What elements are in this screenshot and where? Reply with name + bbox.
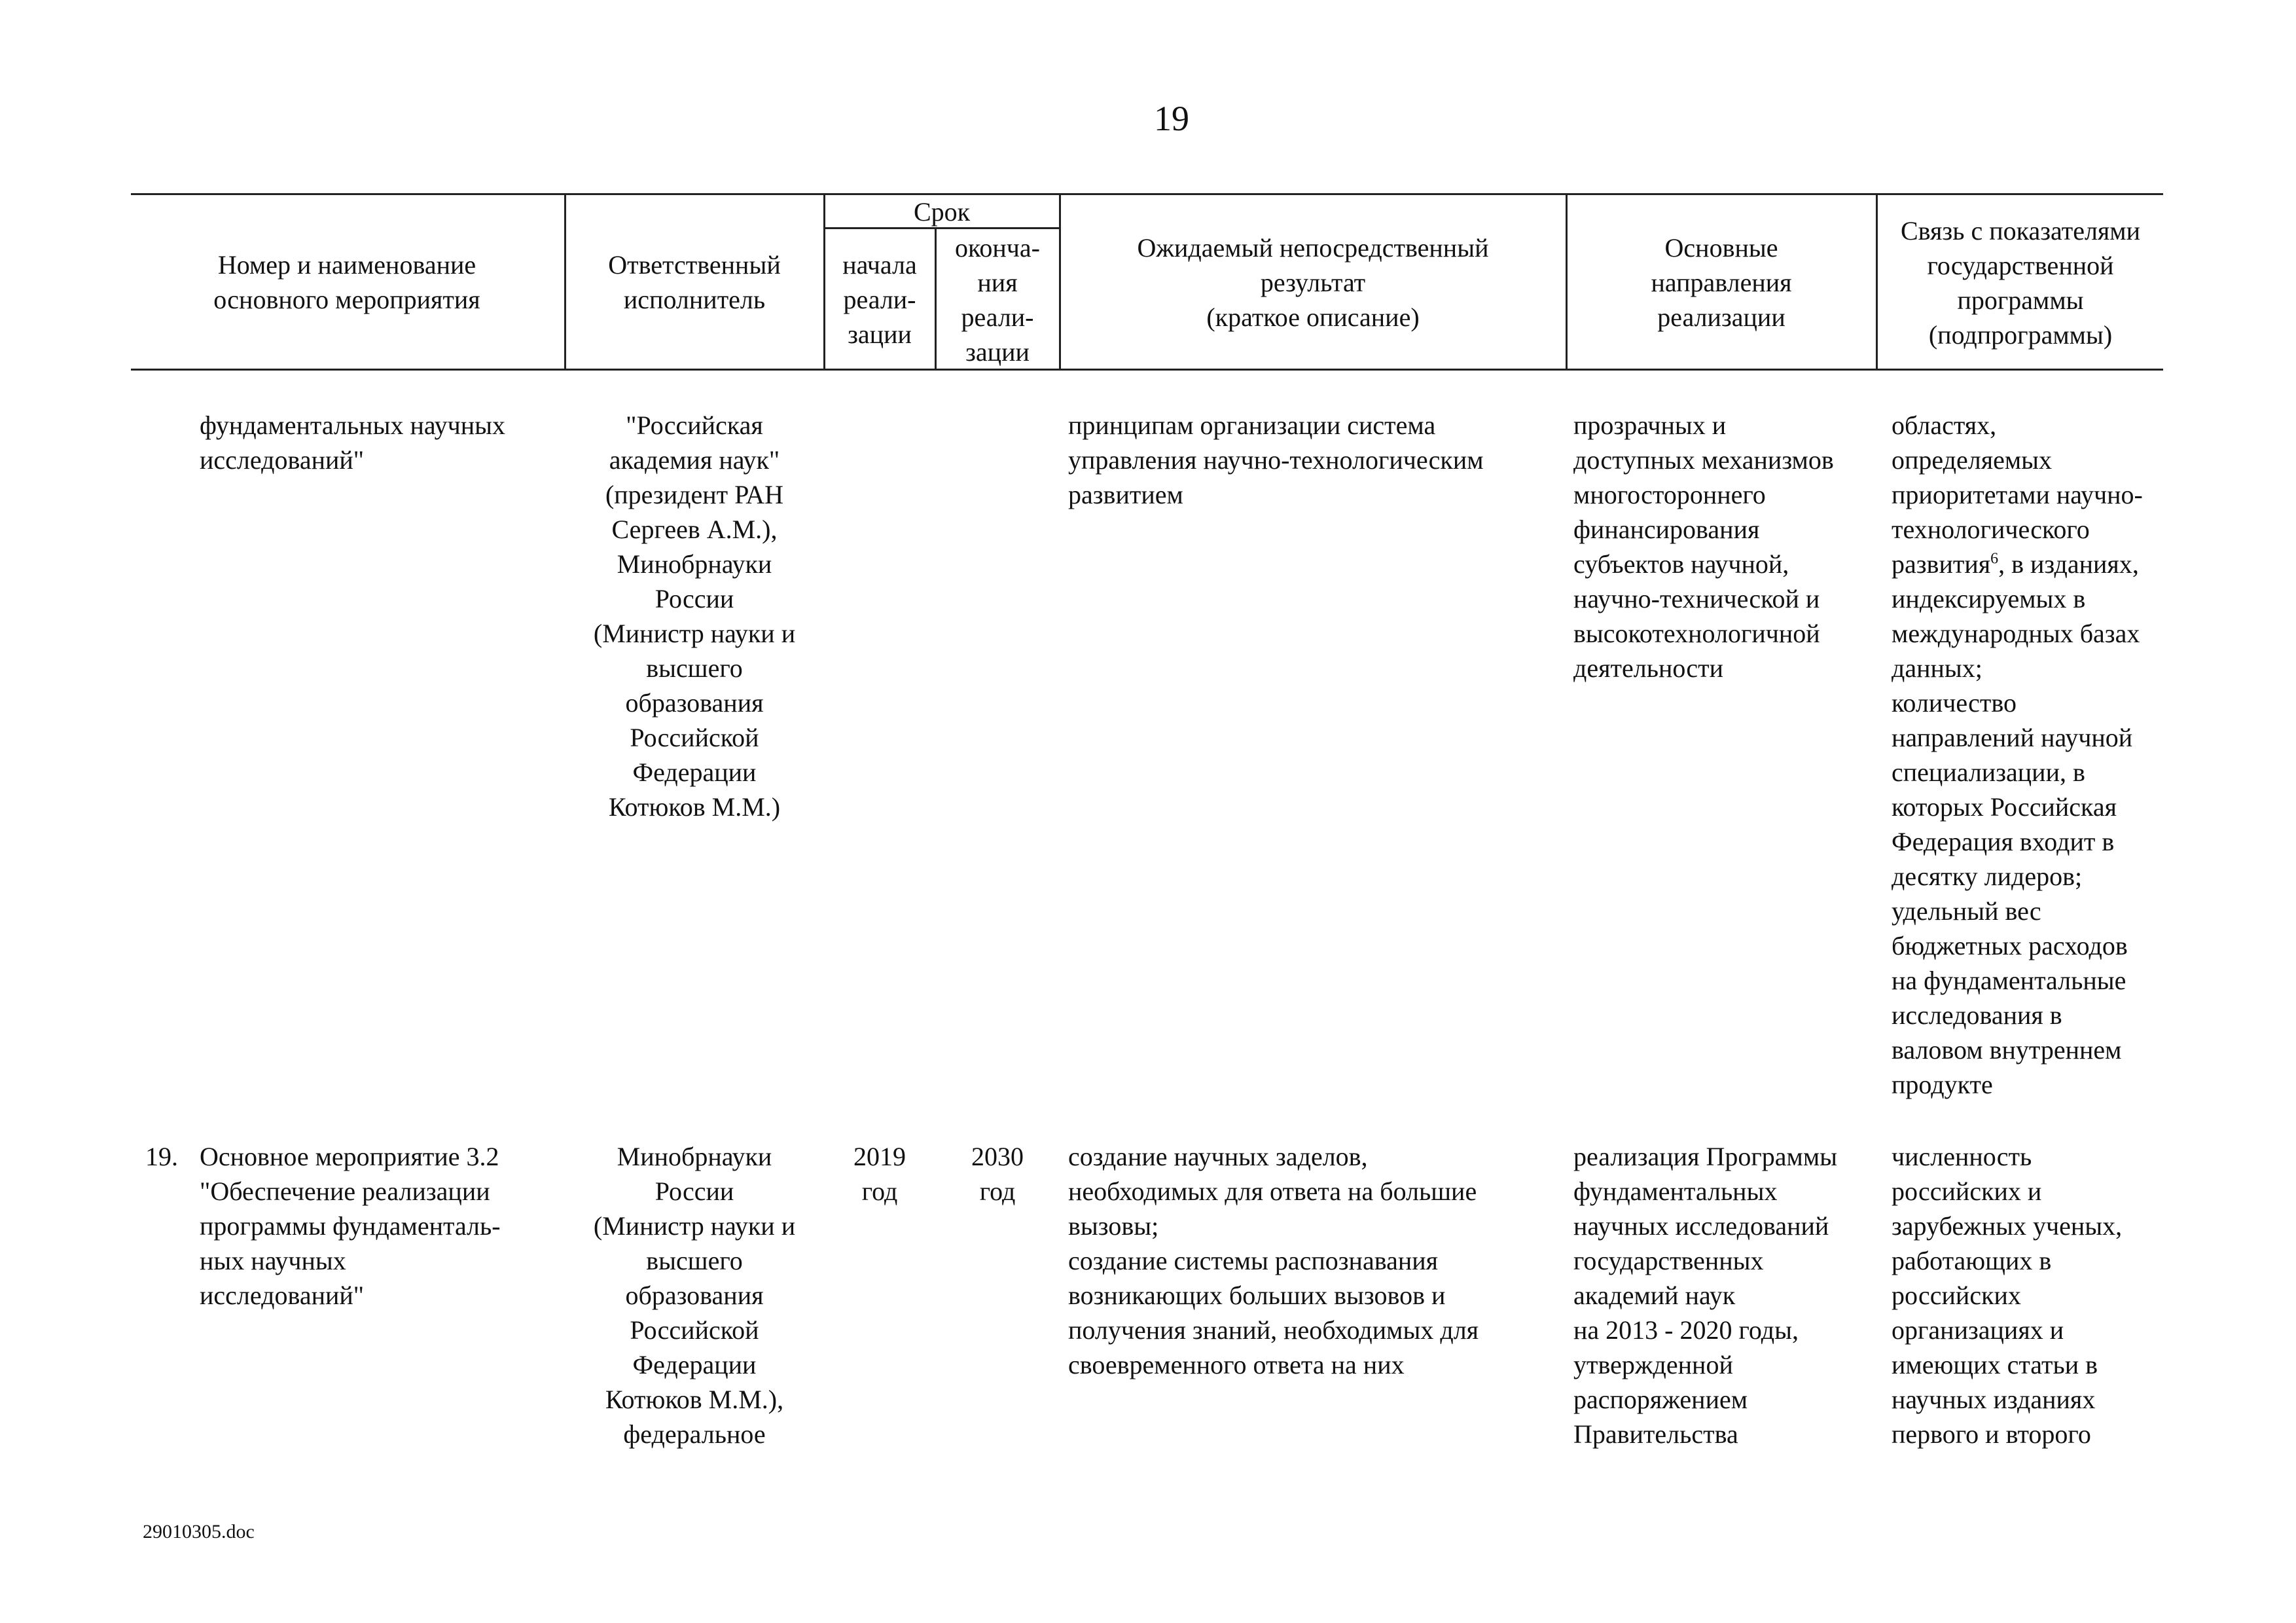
col-divider-5 (1566, 193, 1568, 370)
row2-directions: реализация Программы фундаментальных научных исследований государственных академий наук на 2013 - 2020 годы, утвержденной распоряжением Правительства (1573, 1142, 1838, 1449)
row2-result: создание научных заделов, необходимых для ответа на большие вызовы; создание системы распознавания возникающих больших вызовов и получения знаний, необходимых для своевременного ответа на них (1068, 1142, 1479, 1379)
footnote-6-marker: 6 (1990, 550, 1999, 568)
page-number: 19 (1154, 99, 1189, 138)
col-divider-2 (823, 193, 825, 370)
row1-link-text-b: , в изданиях, индексируемых в международных базах данных; количество направлений научной специализации, в которых Российская Федерация входит в десятку лидеров; удельный вес бюджетных расходов на фундаментальные исследования в валовом внутреннем продукте (1892, 549, 2140, 1099)
row2-link: численность российских и зарубежных ученых, работающих в российских организациях и имеющих статьи в научных изданиях первого и второго (1892, 1142, 2123, 1449)
row2-name: Основное мероприятие 3.2 "Обеспечение реализации программы фундаменталь- ных научных исследований" (200, 1142, 501, 1310)
row1-link-text-a: областях, определяемых приоритетами научно- технологического развития (1892, 410, 2143, 579)
row1-name: фундаментальных научных исследований" (200, 410, 505, 475)
header-result: Ожидаемый непосредственный результат (краткое описание) (1137, 233, 1489, 332)
row2-end: 2030 год (971, 1142, 1024, 1206)
document-footer: 29010305.doc (143, 1521, 255, 1542)
col-divider-1 (564, 193, 566, 370)
table-header-bottom-border (131, 369, 2163, 371)
row1-result: принципам организации система управления научно-технологическим развитием (1068, 410, 1484, 509)
header-executor: Ответственный исполнитель (608, 250, 781, 314)
row2-number: 19. (145, 1142, 178, 1171)
header-term-end: оконча- ния реали- зации (955, 233, 1040, 367)
col-divider-6 (1876, 193, 1878, 370)
header-link: Связь с показателями государственной программы (подпрограммы) (1900, 216, 2141, 350)
table-top-border (131, 193, 2163, 195)
header-number-name: Номер и наименование основного мероприятия (213, 250, 480, 314)
row2-start: 2019 год (853, 1142, 906, 1206)
header-directions: Основные направления реализации (1651, 233, 1792, 332)
row1-executor: "Российская академия наук" (президент РАН Сергеев А.М.), Минобрнауки России (Министр науки и высшего образования Российской Федерации Котюков М.М.) (593, 410, 796, 822)
col-divider-4 (1059, 193, 1061, 370)
col-divider-3 (935, 227, 937, 370)
row1-directions: прозрачных и доступных механизмов многостороннего финансирования субъектов научной, научно-технической и высокотехнологичной деятельности (1573, 410, 1834, 683)
row2-executor: Минобрнауки России (Министр науки и высшего образования Российской Федерации Котюков М.М.), федеральное (593, 1142, 796, 1449)
header-term: Срок (913, 197, 971, 227)
header-term-start: начала реали- зации (842, 250, 917, 349)
row1-link (1892, 408, 2163, 1102)
